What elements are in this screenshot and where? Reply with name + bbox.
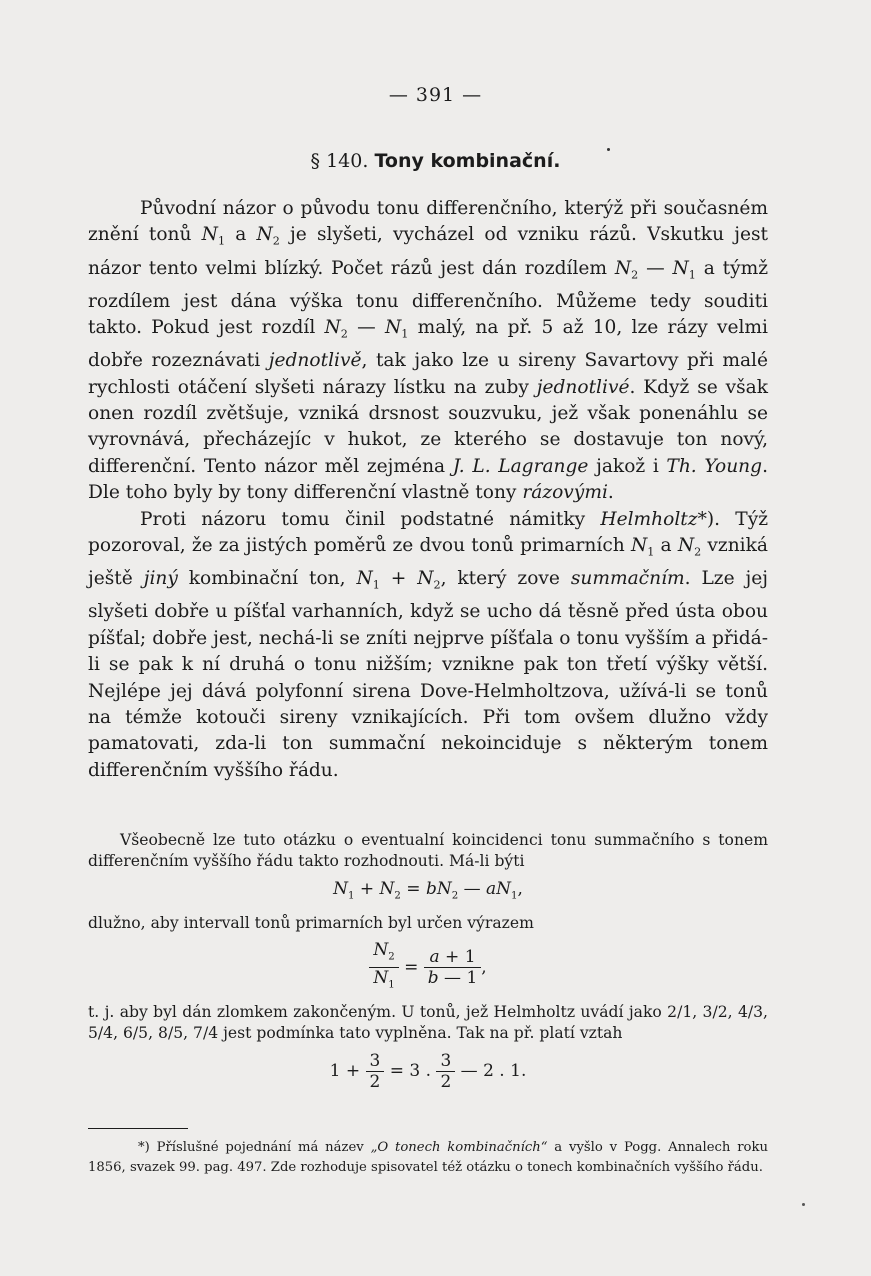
- speck: [802, 1203, 805, 1206]
- equation-3: 1 + $\frac{3}{2}$ = 3 . $\frac{3}{2}$ — 2 . 1.: [329, 1050, 527, 1092]
- small-print-section: [88, 830, 768, 1098]
- main-text: [88, 196, 768, 784]
- paragraph-2: Proti názoru tomu činil podstatné námitky Helmholtz*). Týž pozoroval, že za jistých poměrů ze dvou tonů primarních $N_1$ a $N_2$ vzniká ještě jiný kombinační ton, $N_1 + N_2$, který zove summačním. Lze jej slyšeti dobře u píšťal varhanních, když se ucho dá těsně před ústa obou píšťal; dobře jest, nechá-li se zníti nejprve píšťala o tonu vyšším a přidá-li se pak k ní druhá o tonu nižším; vznikne pak ton třetí výšky větší. Nejlépe jej dává polyfonní sirena Dove-Helmholtzova, užívá-li se tonů na témže kotouči sireny vznikajících. Při tom ovšem dlužno vždy pamatovati, zda-li ton summační nekoinciduje s některým tonem differenčním vyššího řádu.: [88, 508, 769, 781]
- footnote-rule: [88, 1128, 188, 1129]
- section-title: Tony kombinační.: [374, 150, 561, 172]
- equation-2: $\frac{N_2}{N_1}$ = $\frac{a + 1}{b — 1}$ ,: [88, 940, 768, 996]
- section-symbol: § 140.: [310, 150, 369, 172]
- section-heading: [0, 150, 871, 172]
- footnote: *) Příslušné pojednání má název „O tonech kombinačních“ a vyšlo v Pogg. Annalech roku 1856, svazek 99. pag. 497. Zde rozhoduje spisovatel též otázku o tonech kombinačních vyššího řádu.: [88, 1140, 768, 1175]
- paragraph-1: Původní názor o původu tonu differenčního, kterýž při současném znění tonů $N_1$ a $N_2$ je slyšeti, vycházel od vzniku rázů. Vskutku jest názor tento velmi blízký. Počet rázů jest dán rozdílem $N_2$ — $N_1$ a týmž rozdílem jest dána výška tonu differenčního. Můžeme tedy souditi takto. Pokud jest rozdíl $N_2$ — $N_1$ malý, na př. 5 až 10, lze rázy velmi dobře rozeznávati jednotlivě, tak jako lze u sireny Savartovy při malé rychlosti otáčení slyšeti nárazy lístku na zuby jednotlivé. Když se však onen rozdíl zvětšuje, vzniká drsnost souzvuku, jež však ponenáhlu se vyrovnává, přecházejíc v hukot, ze kterého se dostavuje ton nový, differenční. Tento názor měl zejména J. L. Lagrange jakož i Th. Young. Dle toho byly by tony differenční vlastně tony rázovými.: [88, 198, 769, 504]
- small-paragraph-3: t. j. aby byl dán zlomkem zakončeným. U tonů, jež Helmholtz uvádí jako 2/1, 3/2, 4/3, 5/4, 6/5, 8/5, 7/4 jest podmínka tato vyplněna. Tak na př. platí vztah: [88, 1002, 768, 1043]
- equation-1: $N_1 + N_2 = bN_2$ — $aN_1$,: [333, 878, 523, 902]
- page-number: — 391 —: [388, 84, 483, 106]
- small-paragraph-2: dlužno, aby intervall tonů primarních byl určen výrazem: [88, 913, 534, 932]
- small-paragraph-1: Všeobecně lze tuto otázku o eventualní koincidenci tonu summačního s tonem differenčním vyššího řádu takto rozhodnouti. Má-li býti: [88, 831, 768, 871]
